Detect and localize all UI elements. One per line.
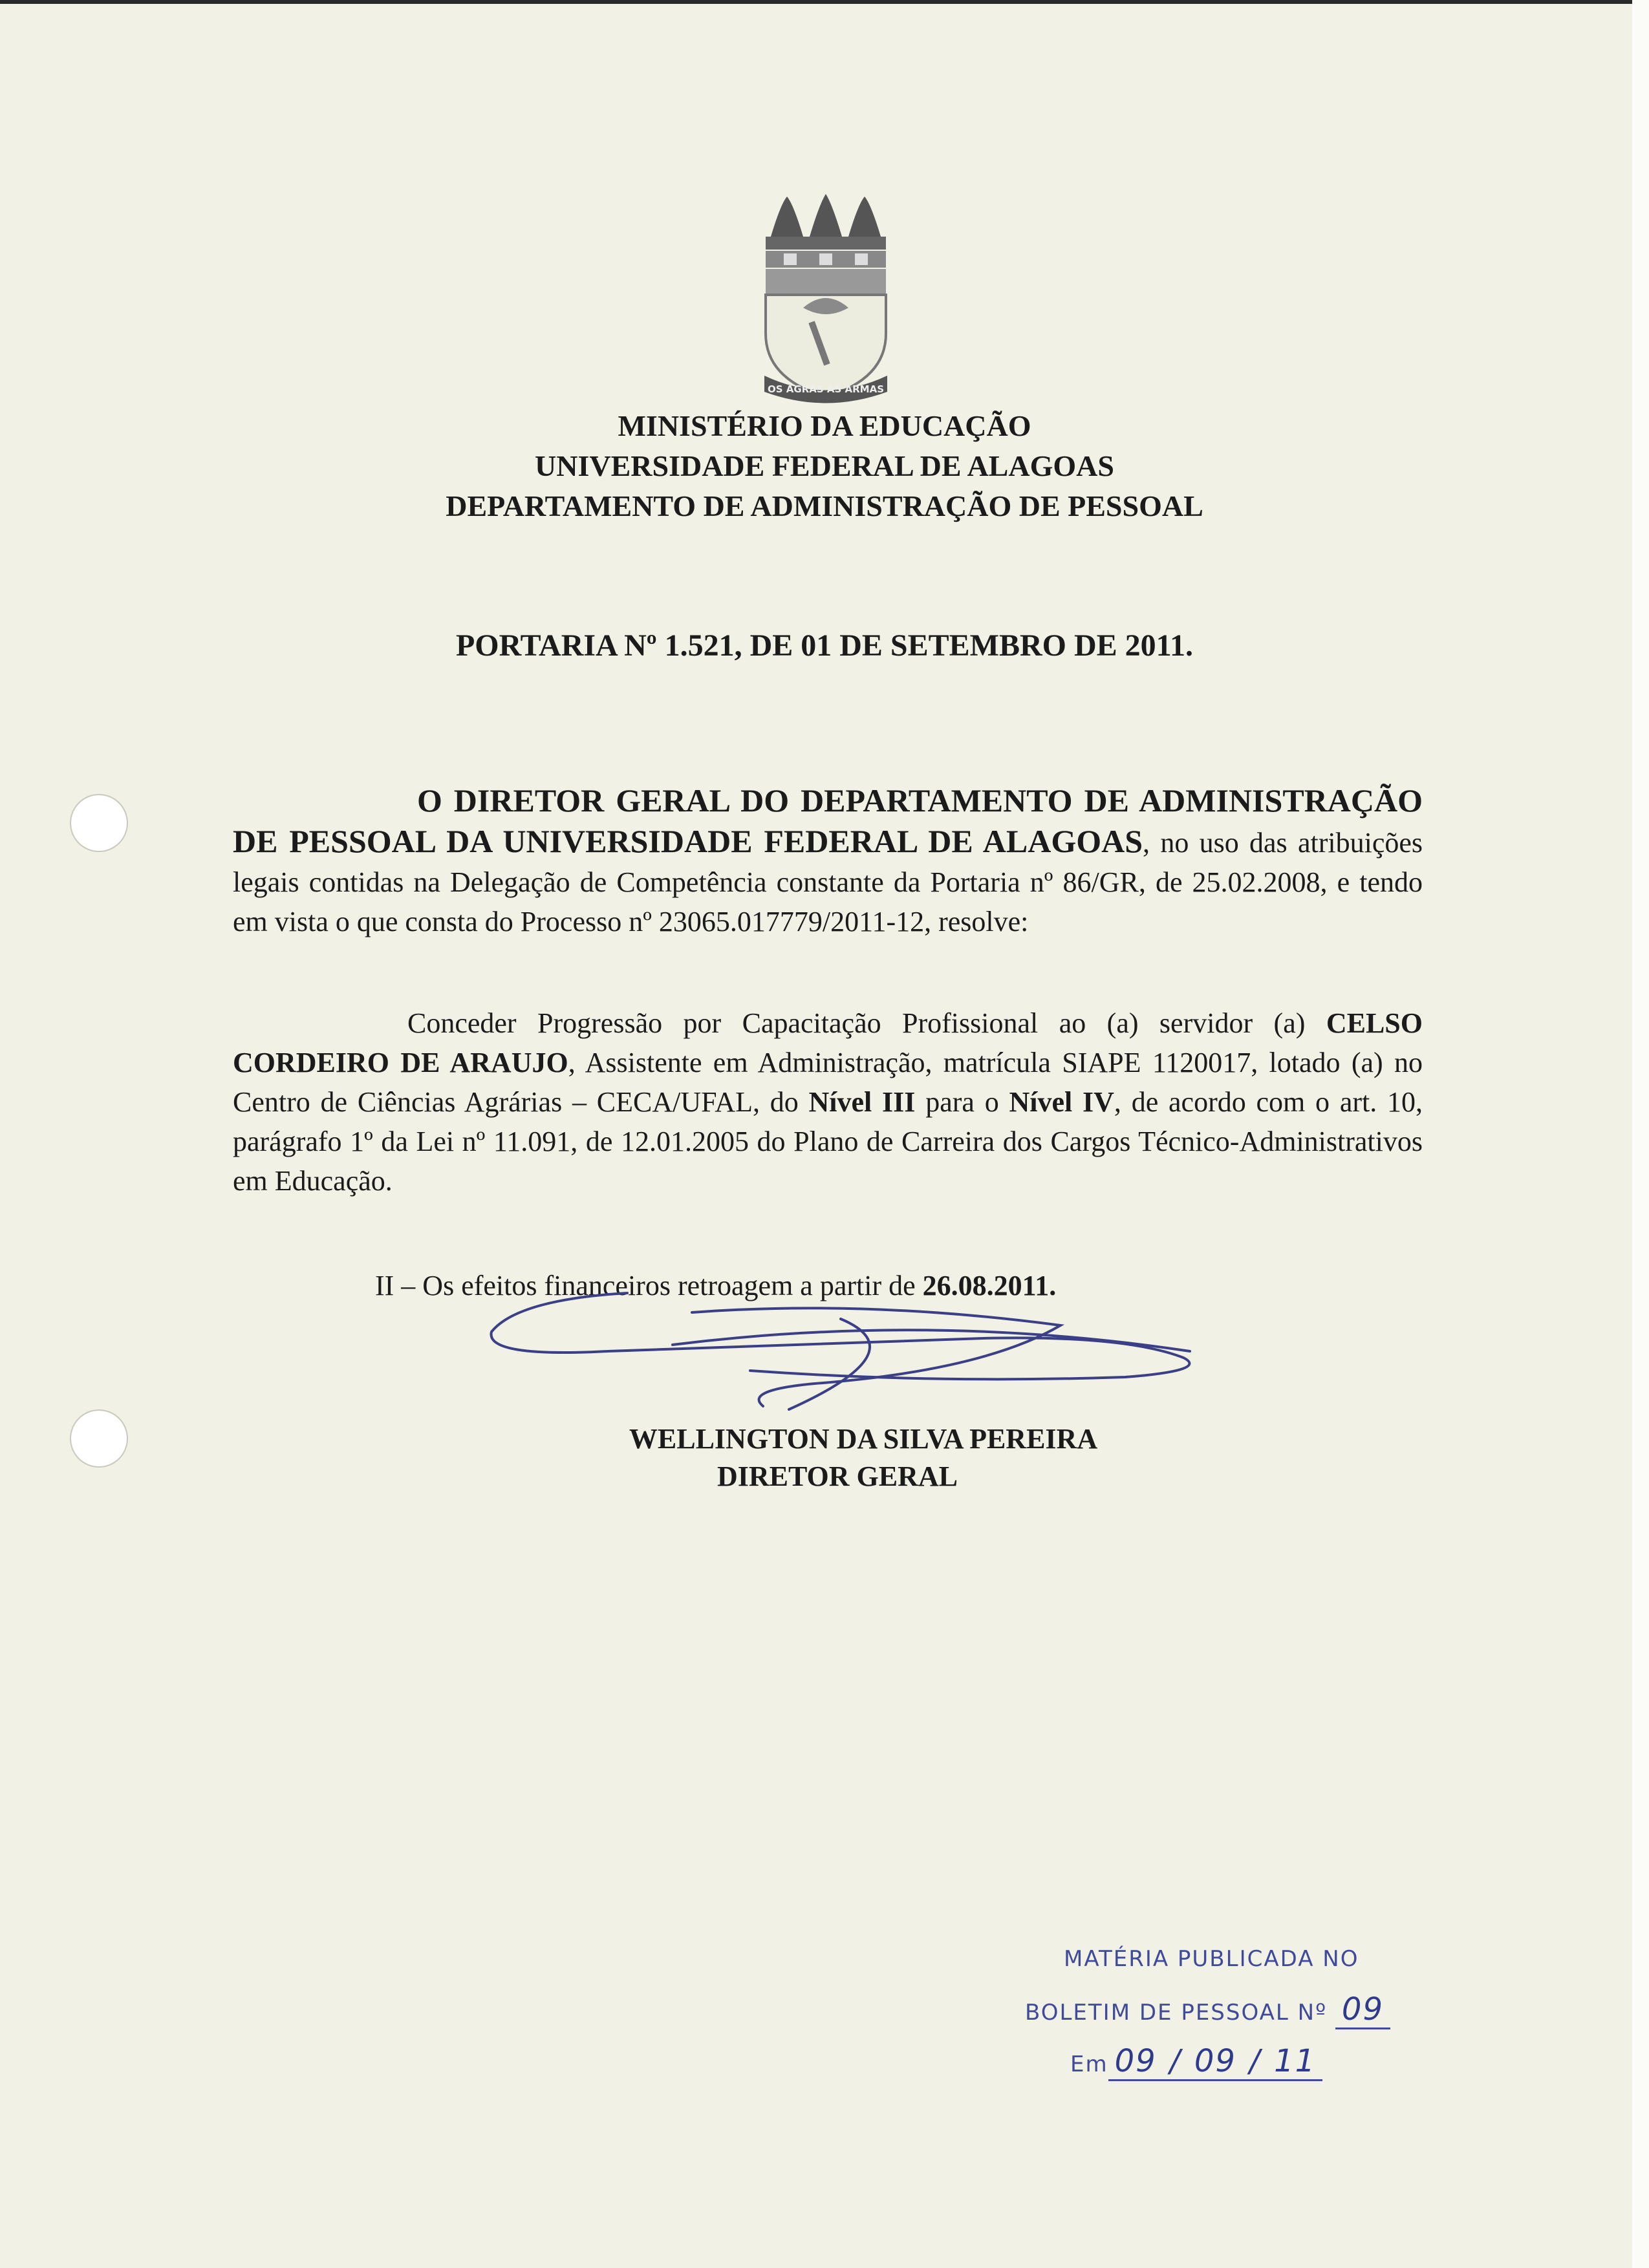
- stamp-date-day: 09: [1108, 2043, 1163, 2081]
- department-title: DEPARTAMENTO DE ADMINISTRAÇÃO DE PESSOAL: [446, 489, 1203, 522]
- stamp-bulletin-label: BOLETIM DE PESSOAL Nº: [1025, 2000, 1328, 2026]
- signer-role: DIRETOR GERAL: [717, 1460, 958, 1492]
- level-to: Nível IV: [1009, 1086, 1114, 1118]
- letterhead: [0, 406, 1649, 526]
- stamp-line-1: MATÉRIA PUBLICADA NO: [1064, 1946, 1359, 1972]
- level-from: Nível III: [808, 1086, 916, 1118]
- signer-name: WELLINGTON DA SILVA PEREIRA: [629, 1423, 1098, 1455]
- intro-lead: O DIRETOR GERAL DO DEPARTAMENTO DE ADMINISTRAÇÃO DE PESSOAL DA UNIVERSIDADE FEDERAL DE ALAGOAS: [233, 782, 1423, 859]
- scan-top-edge: [0, 0, 1649, 4]
- ministry-title: MINISTÉRIO DA EDUCAÇÃO: [618, 409, 1031, 442]
- crest-motto: OS AGRAS AS ARMAS: [767, 383, 885, 395]
- university-title: UNIVERSIDADE FEDERAL DE ALAGOAS: [535, 449, 1114, 482]
- effects-text: II – Os efeitos financeiros retroagem a partir de: [375, 1270, 923, 1301]
- stamp-line-3: [1070, 2043, 1322, 2079]
- stamp-bulletin-number: 09: [1335, 1991, 1390, 2029]
- stamp-line-2: [1025, 1991, 1390, 2027]
- resolution-paragraph: [233, 1003, 1423, 1201]
- resolution-text-2: , Assistente em Administração, matrícula SIAPE 1120017, lotado (a) no Centro de Ciências Agrárias – CECA/UFAL, do: [233, 1047, 1423, 1118]
- punch-hole-top: [70, 794, 128, 852]
- stamp-date-label: Em: [1070, 2051, 1108, 2077]
- resolution-text-3: para o: [915, 1086, 1009, 1118]
- stamp-date-month: 09: [1188, 2043, 1243, 2081]
- intro-text: , no uso das atribuições legais contidas na Delegação de Competência constante da Portaria nº 86/GR, de 25.02.2008, e tendo em vista o que consta do Processo nº 23065.017779/2011-12, resolve:: [233, 827, 1423, 937]
- servant-name: CELSO CORDEIRO DE ARAUJO: [233, 1007, 1423, 1078]
- intro-paragraph: [233, 781, 1423, 941]
- portaria-title: PORTARIA Nº 1.521, DE 01 DE SETEMBRO DE 2011.: [455, 628, 1194, 663]
- stamp-date-year: 11: [1267, 2043, 1322, 2081]
- stamp-date-sep-1: /: [1163, 2043, 1188, 2081]
- scan-right-margin: [1632, 0, 1649, 2268]
- effects-date: 26.08.2011.: [922, 1270, 1057, 1301]
- university-crest-icon: [758, 191, 894, 411]
- stamp-date-sep-2: /: [1243, 2043, 1267, 2081]
- resolution-text-4: , de acordo com o art. 10, parágrafo 1º da Lei nº 11.091, de 12.01.2005 do Plano de Carreira dos Cargos Técnico-Administrativos em Educação.: [233, 1086, 1423, 1197]
- handwritten-signature: [479, 1274, 1229, 1429]
- resolution-text-1: Conceder Progressão por Capacitação Profissional ao (a) servidor (a): [407, 1007, 1326, 1039]
